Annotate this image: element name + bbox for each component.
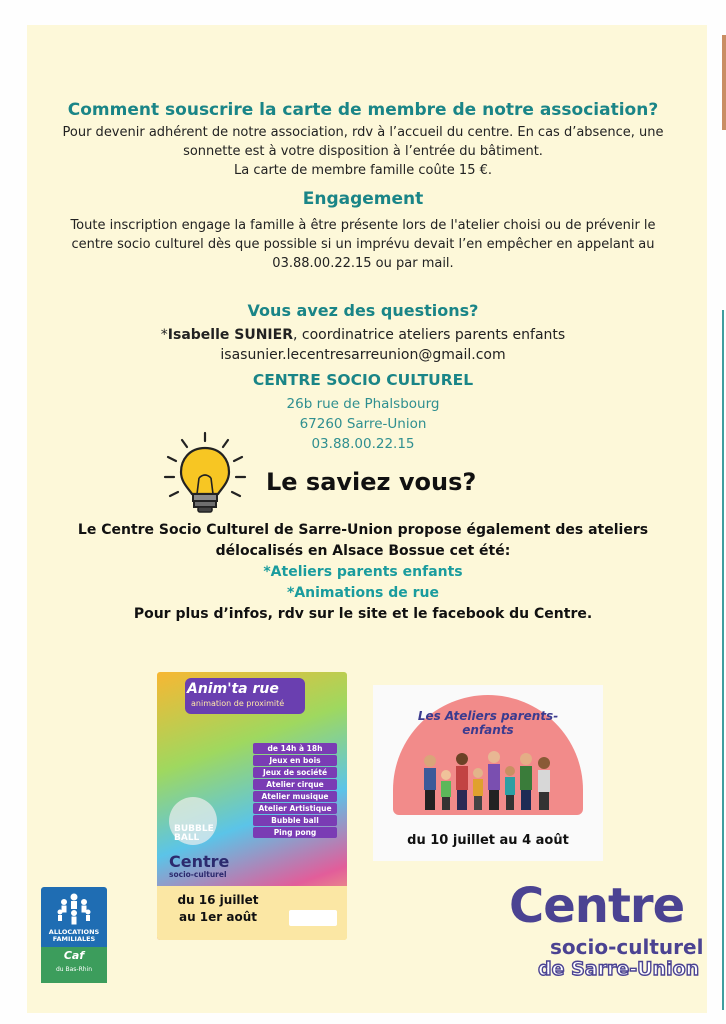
contact-role: , coordinatrice ateliers parents enfants [292,327,566,343]
saviez-item-1: *Ateliers parents enfants [263,564,463,580]
caf-logo [41,887,107,983]
saviez-line-3: Pour plus d’infos, rdv sur le site et le facebook du Centre. [133,606,593,622]
saviez-line-2: délocalisés en Alsace Bossue cet été: [215,543,511,559]
membership-text [0,123,726,180]
family-illustration [418,747,558,811]
bubble-ball-line-1: BUBBLE [174,824,214,834]
contact-name: Isabelle SUNIER [167,327,293,343]
lightbulb-icon [160,430,250,520]
centre-logo-title: Centre [509,878,685,934]
contact-prefix: * [160,327,168,343]
poster-activity: Atelier Artistique [253,803,337,814]
poster-brand-sub: socio-culturel [169,870,227,879]
saviez-line-1: Le Centre Socio Culturel de Sarre-Union propose également des ateliers [77,522,649,538]
engagement-line-2: centre socio culturel dès que possible si un imprévu devait l’en empêcher en appelant au [71,237,655,252]
poster-activity: Jeux en bois [253,755,337,766]
poster-brand: Centre [169,852,230,871]
centre-logo-location: de Sarre-Union [538,958,700,980]
engagement-line-3: 03.88.00.22.15 ou par mail. [272,256,454,271]
membership-title: Comment souscrire la carte de membre de notre association? [67,100,659,120]
caf-line-2: FAMILIALES [52,935,96,943]
engagement-line-1: Toute inscription engage la famille à être présente lors de l'atelier choisi ou de prévenir le [70,218,656,233]
centre-street: 26b rue de Phalsbourg [286,396,440,412]
caf-region: du Bas-Rhin [55,966,93,973]
membership-line-2: sonnette est à votre disposition à l’entrée du bâtiment. [183,144,543,159]
poster-subtitle: animation de proximité [191,699,285,708]
poster-activity: Atelier musique [253,791,337,802]
ateliers-title: Les Ateliers parents-enfants [417,709,559,737]
caf-line-1: ALLOCATIONS [48,928,100,936]
poster-title: Anim'ta rue [187,681,279,697]
bubble-ball-label [174,825,214,843]
poster-activity: Jeux de société [253,767,337,778]
engagement-title: Engagement [302,189,424,209]
centre-phone[interactable]: 03.88.00.22.15 [311,436,415,452]
poster-animations-rue [157,672,347,940]
centre-city: 67260 Sarre-Union [299,416,427,432]
centre-title: CENTRE SOCIO CULTUREL [252,371,474,389]
poster-activity: Bubble ball [253,815,337,826]
centre-logo-subtitle: socio-culturel [550,935,704,959]
poster-hours: de 14h à 18h [253,743,337,754]
poster-date-line-2: au 1er août [178,910,258,924]
poster-ateliers-parents-enfants [373,685,603,861]
membership-line-1: Pour devenir adhérent de notre association, rdv à l’accueil du centre. En cas d’absence, une [62,125,664,140]
membership-line-3: La carte de membre famille coûte 15 €. [234,163,492,178]
saviez-item-2: *Animations de rue [287,585,439,601]
engagement-text [0,216,726,273]
centre-address [0,394,726,454]
poster-date-line-1: du 16 juillet [177,893,259,907]
poster-activity: Ping pong [253,827,337,838]
caf-family-icon [54,892,94,926]
poster-activities [245,742,345,839]
caf-name: Caf [63,949,85,962]
caf-text [41,929,107,943]
partner-logos [289,910,337,926]
bubble-ball-line-2: BALL [174,833,200,843]
ateliers-date: du 10 juillet au 4 août [407,833,569,848]
poster-activity: Atelier cirque [253,779,337,790]
saviez-text [0,520,726,625]
questions-title: Vous avez des questions? [247,301,479,320]
saviez-title: Le saviez vous? [266,468,477,496]
poster-dates [169,892,267,926]
contact-person [0,325,726,345]
contact-email[interactable]: isasunier.lecentresarreunion@gmail.com [220,347,506,363]
